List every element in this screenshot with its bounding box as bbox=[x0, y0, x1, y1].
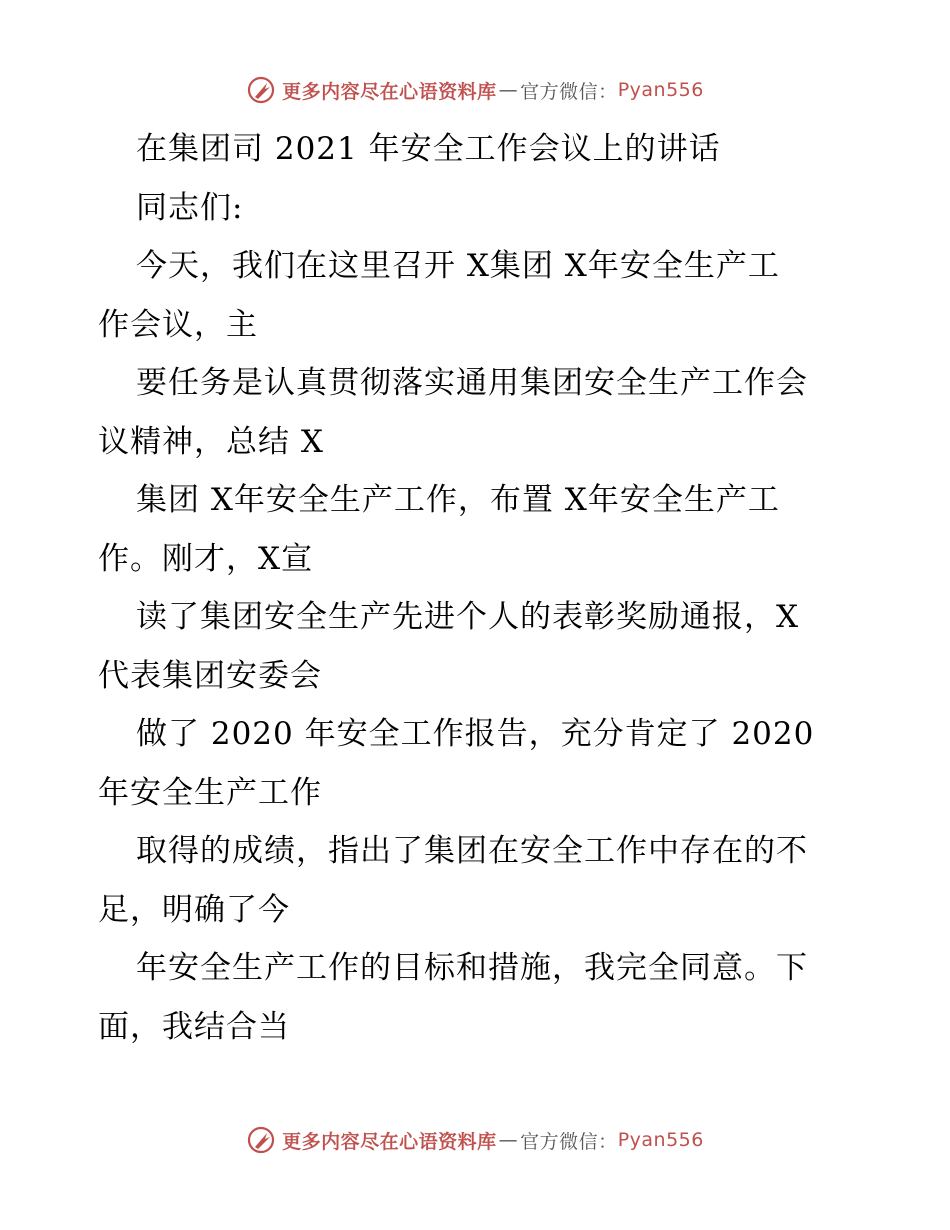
paragraph-line: 作会议，主 bbox=[98, 306, 258, 343]
footer-watermark bbox=[0, 1120, 950, 1160]
paragraph-line: 今天，我们在这里召开 X集团 X年安全生产工 bbox=[136, 248, 780, 284]
document-title: 在集团司 2021 年安全工作会议上的讲话 bbox=[136, 131, 721, 167]
watermark-wechat-id: Pyan556 bbox=[617, 79, 704, 101]
paragraph-line: 作。刚才，X宣 bbox=[98, 540, 314, 577]
paragraph-line: 足，明确了今 bbox=[98, 891, 290, 928]
paragraph-line: 代表集团安委会 bbox=[98, 657, 322, 694]
paragraph-line: 集团 X年安全生产工作，布置 X年安全生产工 bbox=[136, 482, 780, 518]
paragraph-line: 议精神，总结 X bbox=[98, 423, 324, 460]
paragraph-line: 读了集团安全生产先进个人的表彰奖励通报，X bbox=[136, 599, 800, 635]
watermark-dash: — bbox=[498, 79, 519, 101]
header-watermark bbox=[0, 70, 950, 110]
paragraph-line: 面，我结合当 bbox=[98, 1008, 290, 1045]
quill-logo-icon bbox=[246, 1125, 276, 1155]
paragraph-line: 同志们: bbox=[136, 189, 244, 226]
paragraph-line: 做了 2020 年安全工作报告，充分肯定了 2020 bbox=[136, 716, 815, 752]
paragraph-line: 取得的成绩，指出了集团在安全工作中存在的不 bbox=[136, 833, 808, 869]
quill-logo-icon bbox=[246, 75, 276, 105]
paragraph-line: 年安全生产工作的目标和措施，我完全同意。下 bbox=[136, 950, 808, 986]
paragraph-line: 要任务是认真贯彻落实通用集团安全生产工作会 bbox=[136, 365, 808, 401]
watermark-wechat-label: 官方微信： bbox=[520, 1130, 618, 1153]
watermark-dash: — bbox=[498, 1129, 519, 1151]
watermark-wechat-id: Pyan556 bbox=[617, 1129, 704, 1151]
watermark-main-text: 更多内容尽在心语资料库 bbox=[282, 1130, 497, 1153]
watermark-main-text: 更多内容尽在心语资料库 bbox=[282, 80, 497, 103]
paragraph-line: 年安全生产工作 bbox=[98, 774, 322, 811]
watermark-wechat-label: 官方微信： bbox=[520, 80, 618, 103]
document-body bbox=[98, 120, 858, 1056]
